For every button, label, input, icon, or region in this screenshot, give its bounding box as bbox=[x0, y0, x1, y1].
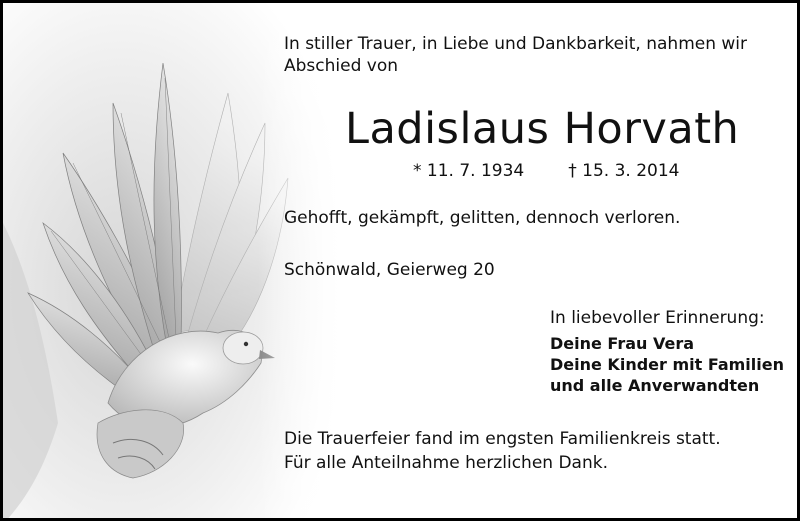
motto-text: Gehofft, gekämpft, gelitten, dennoch verloren. bbox=[284, 208, 681, 228]
death-date: † 15. 3. 2014 bbox=[568, 161, 680, 181]
mourner-2: Deine Kinder mit Familien bbox=[550, 355, 784, 374]
mourner-3: und alle Anverwandten bbox=[550, 376, 760, 395]
deceased-name: Ladislaus Horvath bbox=[345, 104, 740, 154]
mourner-1: Deine Frau Vera bbox=[550, 334, 695, 353]
life-dates bbox=[413, 161, 679, 181]
intro-line-1: In stiller Trauer, in Liebe und Dankbarkeit, nahmen wir bbox=[284, 34, 748, 54]
birth-date: * 11. 7. 1934 bbox=[413, 161, 525, 181]
memory-heading: In liebevoller Erinnerung: bbox=[550, 308, 765, 328]
closing-text bbox=[284, 427, 721, 475]
closing-line-2: Für alle Anteilnahme herzlichen Dank. bbox=[284, 453, 608, 473]
mourners-list bbox=[550, 333, 784, 396]
closing-line-1: Die Trauerfeier fand im engsten Familienkreis statt. bbox=[284, 429, 721, 449]
intro-line-2: Abschied von bbox=[284, 56, 399, 76]
address-text: Schönwald, Geierweg 20 bbox=[284, 260, 495, 280]
intro-text bbox=[284, 33, 747, 77]
